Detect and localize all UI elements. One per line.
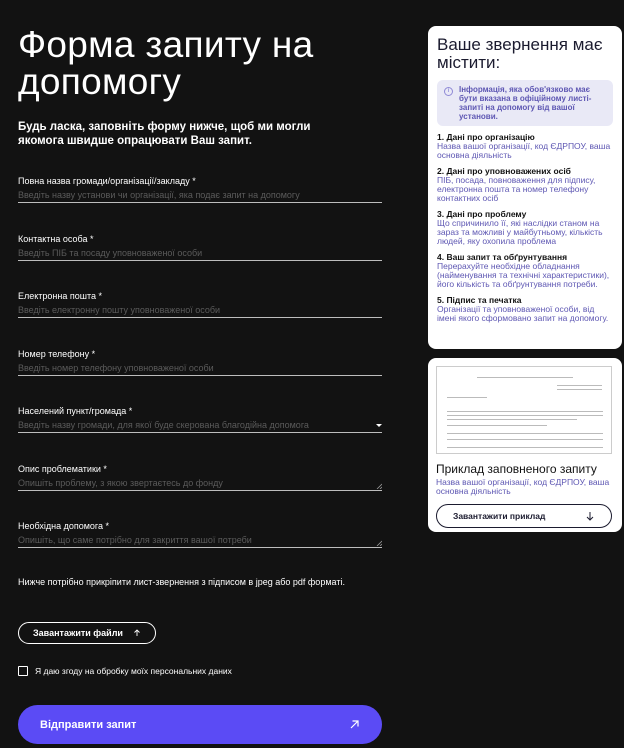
requirement-title: 5. Підпис та печатка: [437, 295, 522, 305]
requirement-desc: Назва вашої організації, код ЄДРПОУ, ваша основна діяльність: [437, 141, 611, 160]
placeholder: Введіть електронну пошту уповноваженої особи: [18, 305, 221, 315]
community-field: [18, 406, 382, 433]
requirements-card: [428, 26, 622, 349]
contact-person-input[interactable]: [18, 248, 382, 261]
arrow-up-right-icon: [349, 719, 360, 730]
chevron-down-icon: [376, 424, 382, 427]
info-box: [437, 80, 613, 126]
upload-files-button[interactable]: [18, 622, 156, 644]
doc-line: [447, 433, 603, 434]
contact-person-field: [18, 234, 382, 261]
placeholder: Опишіть, що саме потрібно для закриття вашої потреби: [18, 535, 252, 545]
field-label: Опис проблематики *: [18, 464, 107, 474]
organization-name-field: [18, 176, 382, 203]
example-desc: Назва вашої організації, код ЄДРПОУ, ваша основна діяльність: [436, 477, 610, 496]
consent-label: Я даю згоду на обробку моїх персональних даних: [35, 666, 232, 676]
arrow-down-icon: [585, 511, 595, 521]
requirement-item: [437, 166, 613, 203]
requirement-desc: Перерахуйте необхідне обладнання (найменування та технічні характеристики), його кількість та обґрунтування потреби.: [437, 261, 610, 289]
field-label: Електронна пошта *: [18, 291, 103, 301]
doc-line: [447, 447, 603, 448]
phone-input[interactable]: [18, 363, 382, 376]
field-label: Повна назва громади/організації/закладу *: [18, 176, 196, 186]
doc-line: [447, 397, 487, 398]
example-card: [428, 358, 622, 532]
email-field: [18, 291, 382, 318]
requirement-item: [437, 209, 613, 246]
doc-line: [447, 419, 577, 420]
doc-line: [557, 385, 602, 386]
requirements-heading: Ваше звернення має містити:: [437, 35, 603, 72]
required-help-textarea[interactable]: [18, 535, 382, 548]
placeholder: Введіть назву громади, для якої буде скерована благодійна допомога: [18, 420, 309, 430]
community-select[interactable]: [18, 420, 382, 433]
requirement-desc: ПІБ, посада, повноваження для підпису, електронна пошта та номер телефону контактних осіб: [437, 175, 596, 203]
problem-description-textarea[interactable]: [18, 478, 382, 491]
download-button-label: Завантажити приклад: [453, 511, 546, 521]
doc-line: [447, 415, 603, 416]
example-document-thumbnail[interactable]: [436, 366, 612, 454]
doc-line: [557, 389, 602, 390]
requirement-desc: Організації та уповноваженої особи, від імені якого сформовано запит на допомогу.: [437, 304, 609, 323]
requirement-desc: Що спричинило її, які наслідки станом на зараз та можливі у майбутньому, кількість людей, яку охопила проблема: [437, 218, 603, 246]
resize-handle-icon[interactable]: [376, 540, 382, 546]
phone-field: [18, 349, 382, 376]
doc-line: [477, 377, 573, 378]
upload-button-label: Завантажити файли: [33, 628, 123, 638]
field-label: Номер телефону *: [18, 349, 96, 359]
problem-description-field: [18, 464, 382, 491]
attachment-note: Нижче потрібно прикріпити лист-звернення з підписом в jpeg або pdf форматі.: [18, 577, 345, 587]
placeholder: Опишіть проблему, з якою звертаєтесь до фонду: [18, 478, 223, 488]
field-label: Необхідна допомога *: [18, 521, 110, 531]
requirement-title: 3. Дані про проблему: [437, 209, 527, 219]
email-input[interactable]: [18, 305, 382, 318]
example-title: Приклад заповненого запиту: [436, 462, 597, 476]
placeholder: Введіть ПІБ та посаду уповноваженої особи: [18, 248, 203, 258]
requirement-item: [437, 295, 613, 323]
field-label: Контактна особа *: [18, 234, 94, 244]
submit-button[interactable]: [18, 705, 382, 744]
doc-line: [447, 411, 603, 412]
required-help-field: [18, 521, 382, 548]
placeholder: Введіть номер телефону уповноваженої особи: [18, 363, 214, 373]
requirement-title: 2. Дані про уповноважених осіб: [437, 166, 571, 176]
requirement-item: [437, 252, 613, 289]
field-label: Населений пункт/громада *: [18, 406, 133, 416]
arrow-up-icon: [133, 629, 141, 637]
info-icon: i: [444, 87, 453, 96]
consent-checkbox[interactable]: [18, 666, 28, 676]
consent-row[interactable]: [18, 666, 232, 676]
doc-line: [447, 439, 603, 440]
doc-line: [447, 425, 547, 426]
requirement-title: 4. Ваш запит та обґрунтування: [437, 252, 568, 262]
resize-handle-icon[interactable]: [376, 483, 382, 489]
requirement-title: 1. Дані про організацію: [437, 132, 535, 142]
placeholder: Введіть назву установи чи організації, яка подає запит на допомогу: [18, 190, 300, 200]
form-subtitle: Будь ласка, заповніть форму нижче, щоб ми могли якомога швидше опрацювати Ваш запит.: [18, 121, 311, 147]
submit-button-label: Відправити запит: [40, 718, 137, 731]
info-text: Інформація, яка обов'язково має бути вказана в офіційному листі-запиті на допомогу від вашої установи.: [459, 85, 592, 121]
download-example-button[interactable]: [436, 504, 612, 528]
page-title: Форма запиту на допомогу: [18, 24, 314, 102]
organization-name-input[interactable]: [18, 190, 382, 203]
requirement-item: [437, 132, 613, 160]
